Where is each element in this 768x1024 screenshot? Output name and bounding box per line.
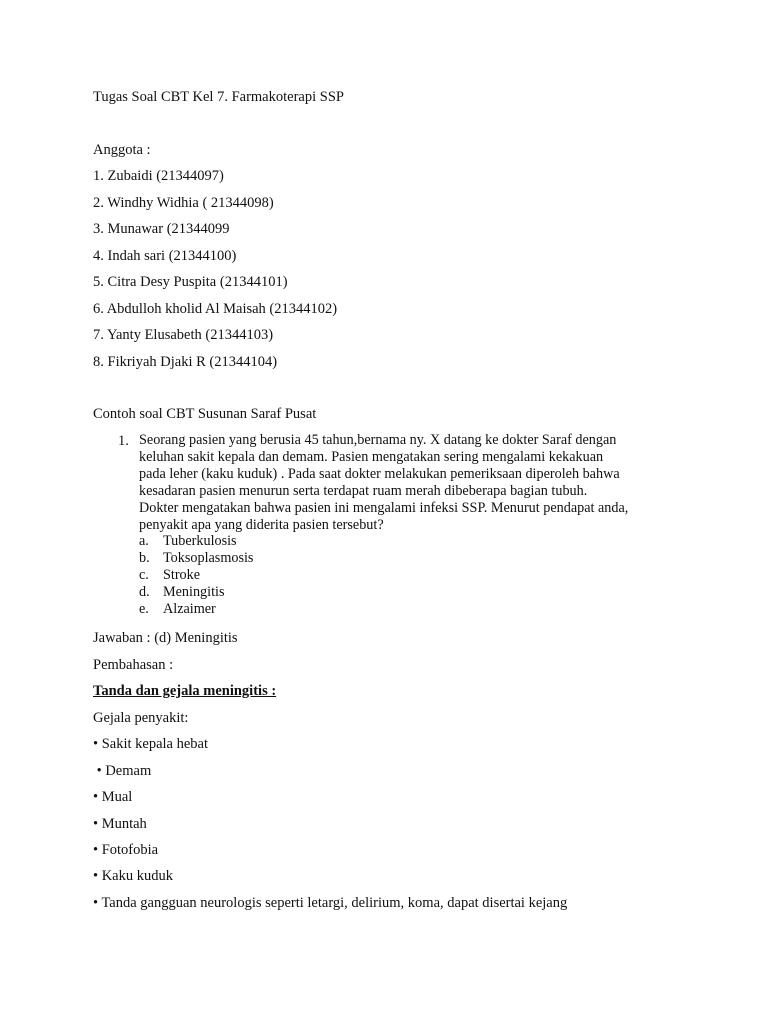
option-text: Tuberkulosis [163,533,237,549]
question-line: Seorang pasien yang berusia 45 tahun,bernama ny. X datang ke dokter Saraf dengan [139,432,617,448]
question-line: Dokter mengatakan bahwa pasien ini mengalami infeksi SSP. Menurut pendapat anda, [139,500,629,516]
member-item: 7. Yanty Elusabeth (21344103) [93,327,274,343]
section-heading: Contoh soal CBT Susunan Saraf Pusat [93,406,317,422]
symptom-item: • Demam [93,763,152,779]
symptom-item: • Sakit kepala hebat [93,736,208,752]
symptom-item: • Fotofobia [93,842,159,858]
symptom-item: • Kaku kuduk [93,868,173,884]
question-text [139,432,699,534]
member-item: 5. Citra Desy Puspita (21344101) [93,274,288,290]
option-letter: d. [139,584,150,600]
member-item: 4. Indah sari (21344100) [93,248,237,264]
member-item: 1. Zubaidi (21344097) [93,168,224,184]
symptom-item: • Tanda gangguan neurologis seperti letargi, delirium, koma, dapat disertai kejang [93,895,568,911]
question-line: penyakit apa yang diderita pasien tersebut? [139,517,384,533]
document-title: Tugas Soal CBT Kel 7. Farmakoterapi SSP [93,89,344,105]
option-text: Alzaimer [163,601,216,617]
symptoms-label: Gejala penyakit: [93,710,189,726]
option-letter: a. [139,533,149,549]
member-item: 8. Fikriyah Djaki R (21344104) [93,354,278,370]
option-letter: e. [139,601,149,617]
discussion-label: Pembahasan : [93,657,174,673]
member-item: 6. Abdulloh kholid Al Maisah (21344102) [93,301,338,317]
option-text: Stroke [163,567,201,583]
question-line: pada leher (kaku kuduk) . Pada saat dokter melakukan pemeriksaan diperoleh bahwa [139,466,620,482]
symptom-item: • Muntah [93,816,147,832]
question-line: keluhan sakit kepala dan demam. Pasien mengatakan sering mengalami kekakuan [139,449,604,465]
option-letter: b. [139,550,150,566]
members-label: Anggota : [93,142,151,158]
option-letter: c. [139,567,149,583]
symptom-item: • Mual [93,789,133,805]
member-item: 2. Windhy Widhia ( 21344098) [93,195,274,211]
question-number: 1. [118,433,129,449]
option-text: Toksoplasmosis [163,550,254,566]
option-text: Meningitis [163,584,225,600]
question-line: kesadaran pasien menurun serta terdapat ruam merah dibeberapa bagian tubuh. [139,483,588,499]
answer-line: Jawaban : (d) Meningitis [93,630,238,646]
member-item: 3. Munawar (21344099 [93,221,230,237]
signs-heading: Tanda dan gejala meningitis : [93,683,277,699]
